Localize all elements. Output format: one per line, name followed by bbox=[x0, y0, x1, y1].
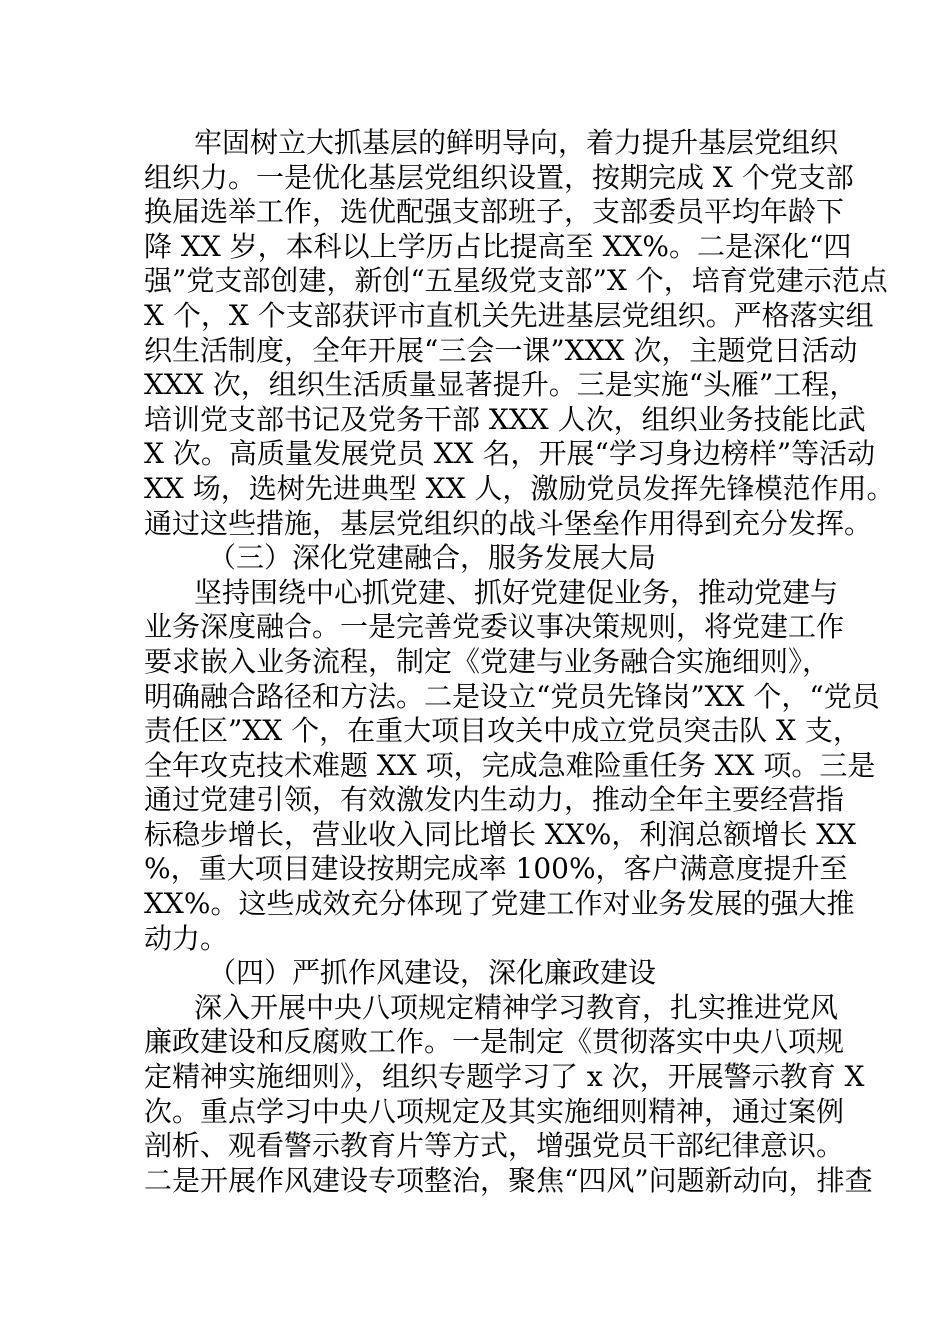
document-body bbox=[144, 126, 895, 1198]
text-line: 责任区”XX 个，在重大项目攻关中成立党员突击队 X 支， bbox=[144, 714, 861, 748]
text-line: %，重大项目建设按期完成率 100%，客户满意度提升至 bbox=[144, 852, 848, 886]
text-line: 要求嵌入业务流程，制定《党建与业务融合实施细则》， bbox=[144, 644, 831, 678]
text-line: 全年攻克技术难题 XX 项，完成急难险重任务 XX 项。三是 bbox=[144, 748, 876, 782]
text-line: X 个，X 个支部获评市直机关先进基层党组织。严格落实组 bbox=[144, 298, 874, 332]
section-heading-3: （三）深化党建融合，服务发展大局 bbox=[208, 541, 657, 575]
text-line: 培训党支部书记及党务干部 XXX 人次，组织业务技能比武 bbox=[144, 402, 866, 436]
text-line: 二是开展作风建设专项整治，聚焦“四风”问题新动向，排查 bbox=[144, 1163, 873, 1197]
text-line: 强”党支部创建，新创“五星级党支部”X 个，培育党建示范点 bbox=[144, 264, 888, 298]
text-line: XXX 次，组织生活质量显著提升。三是实施“头雁”工程， bbox=[144, 368, 858, 402]
text-line: XX%。这些成效充分体现了党建工作对业务发展的强大推 bbox=[144, 887, 855, 921]
text-line: 业务深度融合。一是完善党委议事决策规则，将党建工作 bbox=[144, 610, 845, 644]
text-line: 剖析、观看警示教育片等方式，增强党员干部纪律意识。 bbox=[144, 1129, 845, 1163]
text-line: 组织力。一是优化基层党组织设置，按期完成 X 个党支部 bbox=[144, 160, 854, 194]
section-heading-4: （四）严抓作风建设，深化廉政建设 bbox=[208, 956, 657, 990]
text-line: 明确融合路径和方法。二是设立“党员先锋岗”XX 个，“党员 bbox=[144, 679, 880, 713]
text-line: 廉政建设和反腐败工作。一是制定《贯彻落实中央八项规 bbox=[144, 1025, 845, 1059]
paragraph-2 bbox=[144, 575, 880, 957]
text-line: X 次。高质量发展党员 XX 名，开展“学习身边榜样”等活动 bbox=[144, 437, 876, 471]
text-line: 换届选举工作，选优配强支部班子，支部委员平均年龄下 bbox=[144, 195, 845, 229]
text-line: 深入开展中央八项规定精神学习教育，扎实推进党风 bbox=[194, 990, 839, 1024]
text-line: 通过党建引领，有效激发内生动力，推动全年主要经营指 bbox=[144, 783, 845, 817]
paragraph-3 bbox=[144, 990, 873, 1199]
paragraph-1 bbox=[144, 126, 895, 541]
text-line: 次。重点学习中央八项规定及其实施细则精神，通过案例 bbox=[144, 1094, 845, 1128]
text-line: 降 XX 岁，本科以上学历占比提高至 XX%。二是深化“四 bbox=[144, 229, 852, 263]
text-line: 定精神实施细则》，组织专题学习了 x 次，开展警示教育 X bbox=[144, 1060, 865, 1094]
text-line: 动力。 bbox=[144, 921, 229, 955]
text-line: 坚持围绕中心抓党建、抓好党建促业务，推动党建与 bbox=[194, 575, 839, 609]
text-line: 标稳步增长，营业收入同比增长 XX%，利润总额增长 XX bbox=[144, 817, 857, 851]
text-line: 牢固树立大抓基层的鲜明导向，着力提升基层党组织 bbox=[194, 126, 839, 159]
text-line: XX 场，选树先进典型 XX 人，激励党员发挥先锋模范作用。 bbox=[144, 471, 895, 505]
text-line: 织生活制度，全年开展“三会一课”XXX 次，主题党日活动 bbox=[144, 333, 858, 367]
text-line: 通过这些措施，基层党组织的战斗堡垒作用得到充分发挥。 bbox=[144, 506, 873, 540]
